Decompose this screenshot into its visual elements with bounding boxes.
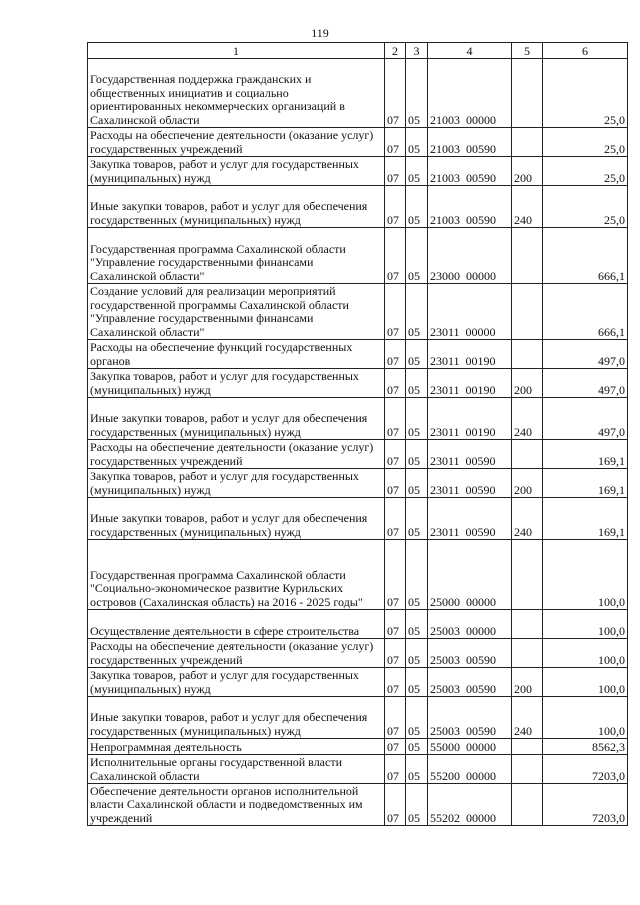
row-section-cell: 07 bbox=[385, 398, 406, 440]
row-section-cell: 07 bbox=[385, 697, 406, 739]
row-target-code-cell: 55202 00000 bbox=[428, 784, 512, 826]
row-amount-cell: 7203,0 bbox=[543, 755, 628, 784]
row-name-cell: Расходы на обеспечение деятельности (оказание услуг) государственных учреждений bbox=[88, 440, 385, 469]
row-expense-type-cell bbox=[512, 59, 543, 128]
row-subsection-cell: 05 bbox=[406, 440, 428, 469]
row-section-cell: 07 bbox=[385, 784, 406, 826]
row-name-cell: Осуществление деятельности в сфере строительства bbox=[88, 610, 385, 639]
table-row bbox=[88, 228, 628, 284]
row-amount-cell: 497,0 bbox=[543, 398, 628, 440]
row-name-cell: Расходы на обеспечение деятельности (оказание услуг) государственных учреждений bbox=[88, 639, 385, 668]
row-expense-type-cell: 200 bbox=[512, 469, 543, 498]
row-expense-type-cell bbox=[512, 440, 543, 469]
row-amount-cell: 169,1 bbox=[543, 440, 628, 469]
row-target-code-cell: 23011 00000 bbox=[428, 284, 512, 340]
row-target-code-cell: 25003 00590 bbox=[428, 639, 512, 668]
row-subsection-cell: 05 bbox=[406, 59, 428, 128]
row-target-code-cell: 25003 00000 bbox=[428, 610, 512, 639]
table-row bbox=[88, 186, 628, 228]
row-subsection-cell: 05 bbox=[406, 755, 428, 784]
row-subsection-cell: 05 bbox=[406, 340, 428, 369]
column-header: 2 bbox=[385, 43, 406, 59]
page-number: 119 bbox=[311, 26, 329, 40]
row-name-cell: Расходы на обеспечение деятельности (оказание услуг) государственных учреждений bbox=[88, 128, 385, 157]
table-row bbox=[88, 340, 628, 369]
row-amount-cell: 666,1 bbox=[543, 284, 628, 340]
row-section-cell: 07 bbox=[385, 340, 406, 369]
table-row bbox=[88, 610, 628, 639]
row-section-cell: 07 bbox=[385, 469, 406, 498]
column-header: 5 bbox=[512, 43, 543, 59]
table-row bbox=[88, 128, 628, 157]
row-expense-type-cell: 240 bbox=[512, 186, 543, 228]
table-row bbox=[88, 284, 628, 340]
row-subsection-cell: 05 bbox=[406, 284, 428, 340]
row-name-cell: Государственная программа Сахалинской области "Социально-экономическое развитие Курильских островов (Сахалинская область) на 2016 - 2025 годы" bbox=[88, 540, 385, 610]
row-amount-cell: 25,0 bbox=[543, 59, 628, 128]
table-row bbox=[88, 498, 628, 540]
row-name-cell: Закупка товаров, работ и услуг для государственных (муниципальных) нужд bbox=[88, 369, 385, 398]
row-target-code-cell: 21003 00000 bbox=[428, 59, 512, 128]
row-expense-type-cell bbox=[512, 284, 543, 340]
row-name-cell: Государственная поддержка гражданских и общественных инициатив и социально ориентированных некоммерческих организаций в Сахалинской области bbox=[88, 59, 385, 128]
row-expense-type-cell bbox=[512, 610, 543, 639]
row-target-code-cell: 21003 00590 bbox=[428, 186, 512, 228]
row-target-code-cell: 23011 00190 bbox=[428, 369, 512, 398]
row-name-cell: Расходы на обеспечение функций государственных органов bbox=[88, 340, 385, 369]
row-section-cell: 07 bbox=[385, 440, 406, 469]
row-name-cell: Государственная программа Сахалинской области "Управление государственными финансами Сахалинской области" bbox=[88, 228, 385, 284]
row-section-cell: 07 bbox=[385, 369, 406, 398]
table-row bbox=[88, 668, 628, 697]
row-subsection-cell: 05 bbox=[406, 739, 428, 755]
table-row bbox=[88, 784, 628, 826]
row-expense-type-cell: 240 bbox=[512, 498, 543, 540]
row-target-code-cell: 23000 00000 bbox=[428, 228, 512, 284]
row-expense-type-cell bbox=[512, 739, 543, 755]
column-header: 1 bbox=[88, 43, 385, 59]
table-row bbox=[88, 739, 628, 755]
row-amount-cell: 169,1 bbox=[543, 498, 628, 540]
row-subsection-cell: 05 bbox=[406, 784, 428, 826]
row-section-cell: 07 bbox=[385, 157, 406, 186]
row-name-cell: Создание условий для реализации мероприятий государственной программы Сахалинской области "Управление государственными финансами Сахалинской области" bbox=[88, 284, 385, 340]
row-amount-cell: 100,0 bbox=[543, 610, 628, 639]
row-subsection-cell: 05 bbox=[406, 157, 428, 186]
row-target-code-cell: 21003 00590 bbox=[428, 128, 512, 157]
row-expense-type-cell: 200 bbox=[512, 369, 543, 398]
row-amount-cell: 25,0 bbox=[543, 128, 628, 157]
row-target-code-cell: 23011 00190 bbox=[428, 398, 512, 440]
row-expense-type-cell: 240 bbox=[512, 697, 543, 739]
row-amount-cell: 8562,3 bbox=[543, 739, 628, 755]
row-subsection-cell: 05 bbox=[406, 498, 428, 540]
table-row bbox=[88, 639, 628, 668]
table-row bbox=[88, 469, 628, 498]
row-name-cell: Иные закупки товаров, работ и услуг для обеспечения государственных (муниципальных) нужд bbox=[88, 398, 385, 440]
row-expense-type-cell: 200 bbox=[512, 668, 543, 697]
column-header: 4 bbox=[428, 43, 512, 59]
row-subsection-cell: 05 bbox=[406, 398, 428, 440]
row-subsection-cell: 05 bbox=[406, 186, 428, 228]
row-section-cell: 07 bbox=[385, 186, 406, 228]
row-subsection-cell: 05 bbox=[406, 469, 428, 498]
table-row bbox=[88, 540, 628, 610]
row-amount-cell: 25,0 bbox=[543, 157, 628, 186]
row-target-code-cell: 25000 00000 bbox=[428, 540, 512, 610]
row-amount-cell: 497,0 bbox=[543, 340, 628, 369]
row-amount-cell: 100,0 bbox=[543, 697, 628, 739]
row-section-cell: 07 bbox=[385, 739, 406, 755]
row-section-cell: 07 bbox=[385, 668, 406, 697]
row-subsection-cell: 05 bbox=[406, 369, 428, 398]
column-header: 6 bbox=[543, 43, 628, 59]
row-expense-type-cell bbox=[512, 340, 543, 369]
row-expense-type-cell bbox=[512, 639, 543, 668]
row-section-cell: 07 bbox=[385, 228, 406, 284]
row-amount-cell: 7203,0 bbox=[543, 784, 628, 826]
row-expense-type-cell bbox=[512, 128, 543, 157]
table-row bbox=[88, 697, 628, 739]
table-row bbox=[88, 157, 628, 186]
row-section-cell: 07 bbox=[385, 639, 406, 668]
row-subsection-cell: 05 bbox=[406, 540, 428, 610]
row-target-code-cell: 23011 00590 bbox=[428, 498, 512, 540]
row-amount-cell: 25,0 bbox=[543, 186, 628, 228]
row-section-cell: 07 bbox=[385, 755, 406, 784]
table-row bbox=[88, 755, 628, 784]
row-target-code-cell: 23011 00590 bbox=[428, 440, 512, 469]
row-expense-type-cell bbox=[512, 540, 543, 610]
row-expense-type-cell bbox=[512, 755, 543, 784]
row-amount-cell: 169,1 bbox=[543, 469, 628, 498]
row-name-cell: Иные закупки товаров, работ и услуг для обеспечения государственных (муниципальных) нужд bbox=[88, 498, 385, 540]
row-target-code-cell: 55200 00000 bbox=[428, 755, 512, 784]
row-section-cell: 07 bbox=[385, 498, 406, 540]
row-target-code-cell: 25003 00590 bbox=[428, 668, 512, 697]
row-amount-cell: 100,0 bbox=[543, 540, 628, 610]
row-subsection-cell: 05 bbox=[406, 610, 428, 639]
row-target-code-cell: 21003 00590 bbox=[428, 157, 512, 186]
row-name-cell: Иные закупки товаров, работ и услуг для обеспечения государственных (муниципальных) нужд bbox=[88, 697, 385, 739]
table-row bbox=[88, 59, 628, 128]
row-name-cell: Обеспечение деятельности органов исполнительной власти Сахалинской области и подведомственных им учреждений bbox=[88, 784, 385, 826]
row-amount-cell: 100,0 bbox=[543, 639, 628, 668]
row-name-cell: Непрограммная деятельность bbox=[88, 739, 385, 755]
row-subsection-cell: 05 bbox=[406, 668, 428, 697]
row-section-cell: 07 bbox=[385, 610, 406, 639]
row-expense-type-cell: 240 bbox=[512, 398, 543, 440]
row-target-code-cell: 23011 00190 bbox=[428, 340, 512, 369]
row-section-cell: 07 bbox=[385, 128, 406, 157]
row-section-cell: 07 bbox=[385, 284, 406, 340]
table-row bbox=[88, 398, 628, 440]
row-subsection-cell: 05 bbox=[406, 228, 428, 284]
row-amount-cell: 100,0 bbox=[543, 668, 628, 697]
row-expense-type-cell bbox=[512, 784, 543, 826]
row-name-cell: Закупка товаров, работ и услуг для государственных (муниципальных) нужд bbox=[88, 668, 385, 697]
table-header-row bbox=[88, 43, 628, 59]
row-target-code-cell: 55000 00000 bbox=[428, 739, 512, 755]
row-name-cell: Иные закупки товаров, работ и услуг для обеспечения государственных (муниципальных) нужд bbox=[88, 186, 385, 228]
row-name-cell: Исполнительные органы государственной власти Сахалинской области bbox=[88, 755, 385, 784]
row-name-cell: Закупка товаров, работ и услуг для государственных (муниципальных) нужд bbox=[88, 157, 385, 186]
row-amount-cell: 497,0 bbox=[543, 369, 628, 398]
row-name-cell: Закупка товаров, работ и услуг для государственных (муниципальных) нужд bbox=[88, 469, 385, 498]
row-expense-type-cell: 200 bbox=[512, 157, 543, 186]
budget-table bbox=[87, 42, 628, 826]
row-section-cell: 07 bbox=[385, 540, 406, 610]
row-target-code-cell: 23011 00590 bbox=[428, 469, 512, 498]
row-expense-type-cell bbox=[512, 228, 543, 284]
row-amount-cell: 666,1 bbox=[543, 228, 628, 284]
row-subsection-cell: 05 bbox=[406, 697, 428, 739]
table-row bbox=[88, 369, 628, 398]
row-subsection-cell: 05 bbox=[406, 639, 428, 668]
table-row bbox=[88, 440, 628, 469]
column-header: 3 bbox=[406, 43, 428, 59]
row-section-cell: 07 bbox=[385, 59, 406, 128]
row-subsection-cell: 05 bbox=[406, 128, 428, 157]
row-target-code-cell: 25003 00590 bbox=[428, 697, 512, 739]
